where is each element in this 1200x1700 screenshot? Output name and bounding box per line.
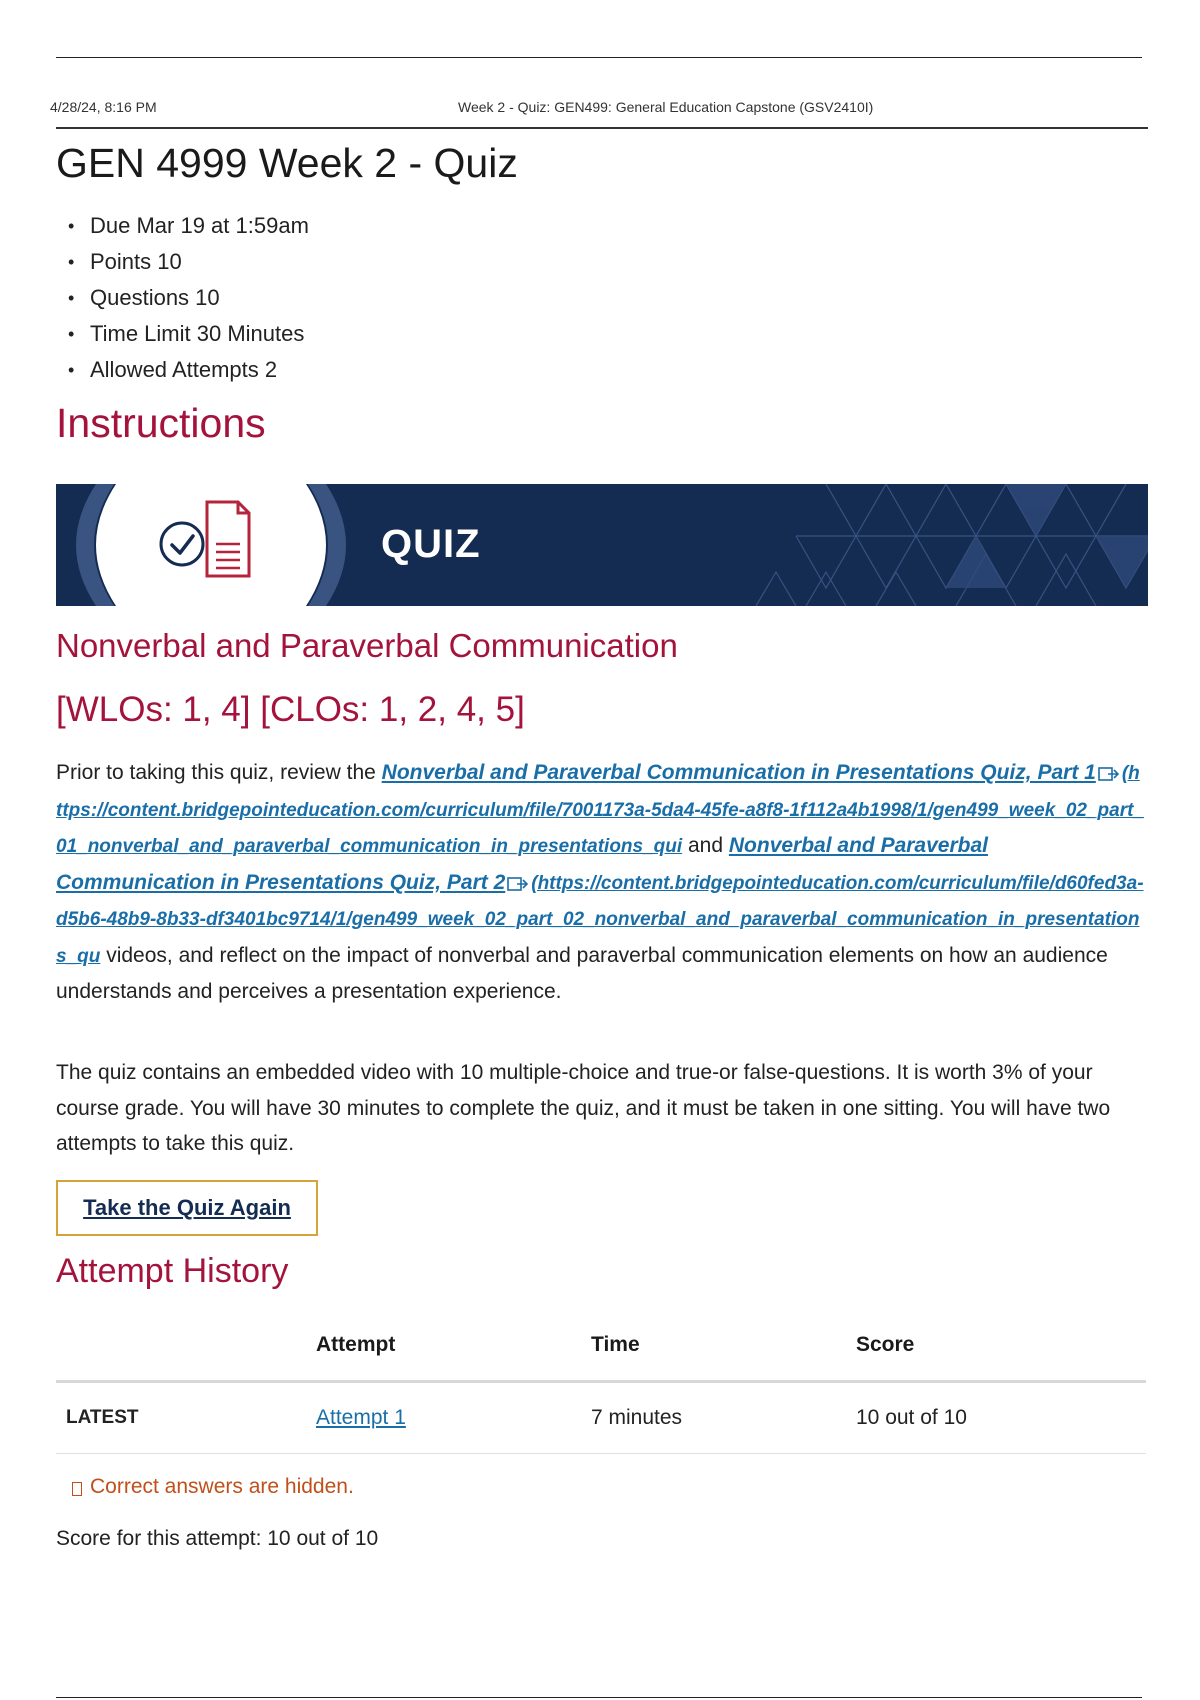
detail-questions: • Questions 10 [66, 280, 309, 316]
detail-time-limit: • Time Limit 30 Minutes [66, 316, 309, 352]
header-rule [56, 127, 1148, 129]
intro-middle: and [682, 834, 729, 857]
part2-video-link[interactable]: Nonverbal and Paraverbal Communication in Presentations Quiz, Part 2 [56, 834, 988, 894]
header-attempt: Attempt [316, 1333, 396, 1356]
part2-video-url[interactable]: (https://content.bridgepointeducation.com/curriculum/file/d60fed3a-d5b6-48b9-8b33-df3401bc9714/1/gen499_week_02_part_02_nonverbal_and_paraverbal_communication_in_presentations_qu [56, 872, 1144, 967]
detail-due: • Due Mar 19 at 1:59am [66, 208, 309, 244]
take-quiz-again-button[interactable]: Take the Quiz Again [56, 1180, 318, 1236]
attempt-1-link[interactable]: Attempt 1 [316, 1406, 406, 1429]
row-latest-label: LATEST [56, 1382, 306, 1454]
bottom-rule [56, 1697, 1142, 1698]
external-link-icon [1098, 766, 1120, 782]
page-title: GEN 4999 Week 2 - Quiz [56, 140, 518, 186]
detail-points: • Points 10 [66, 244, 309, 280]
detail-attempts: • Allowed Attempts 2 [66, 352, 309, 388]
quiz-description: The quiz contains an embedded video with 10 multiple-choice and true-or false-questions. It is worth 3% of your course grade. You will have 30 minutes to complete the quiz, and it must be taken in one sitting. You will have two attempts to take this quiz. [56, 1061, 1111, 1155]
quiz-banner [56, 484, 1148, 606]
notice-icon [72, 1482, 82, 1496]
attempt-score-line: Score for this attempt: 10 out of 10 [56, 1527, 379, 1550]
print-date: 4/28/24, 8:16 PM [50, 99, 157, 115]
table-row [56, 1382, 1146, 1454]
print-page-title: Week 2 - Quiz: GEN499: General Education Capstone (GSV2410I) [458, 99, 874, 115]
banner-label: QUIZ [381, 522, 481, 566]
notice-text: Correct answers are hidden. [90, 1475, 354, 1498]
hidden-answers-notice [72, 1475, 354, 1499]
attempt-history-heading: Attempt History [56, 1252, 289, 1290]
table-header-row [56, 1310, 1146, 1382]
row-attempt-cell [306, 1382, 581, 1454]
header-time: Time [591, 1333, 640, 1356]
intro-paragraph [56, 755, 1146, 1010]
section-title: Nonverbal and Paraverbal Communication [56, 627, 678, 664]
top-rule [56, 57, 1142, 58]
row-score: 10 out of 10 [846, 1382, 1146, 1454]
intro-tail: videos, and reflect on the impact of nonverbal and paraverbal communication elements on how an audience understands and perceives a presentation experience. [56, 943, 1108, 1003]
instructions-heading: Instructions [56, 400, 266, 446]
section-outcomes: [WLOs: 1, 4] [CLOs: 1, 2, 4, 5] [56, 690, 525, 729]
intro-lead: Prior to taking this quiz, review the [56, 761, 382, 784]
external-link-icon [507, 876, 529, 892]
banner-graphic [56, 484, 1148, 606]
part1-video-link[interactable]: Nonverbal and Paraverbal Communication in Presentations Quiz, Part 1 [381, 761, 1096, 784]
row-time: 7 minutes [581, 1382, 846, 1454]
header-score: Score [856, 1333, 915, 1356]
quiz-details-list [66, 208, 309, 388]
part1-video-url[interactable]: (https://content.bridgepointeducation.com/curriculum/file/7001173a-5da4-45fe-a8f8-1f112a4b1998/1/gen499_week_02_part_01_nonverbal_and_paraverbal_communication_in_presentations_qui [56, 763, 1145, 857]
header-label [56, 1310, 306, 1382]
attempt-history-table [56, 1310, 1146, 1454]
